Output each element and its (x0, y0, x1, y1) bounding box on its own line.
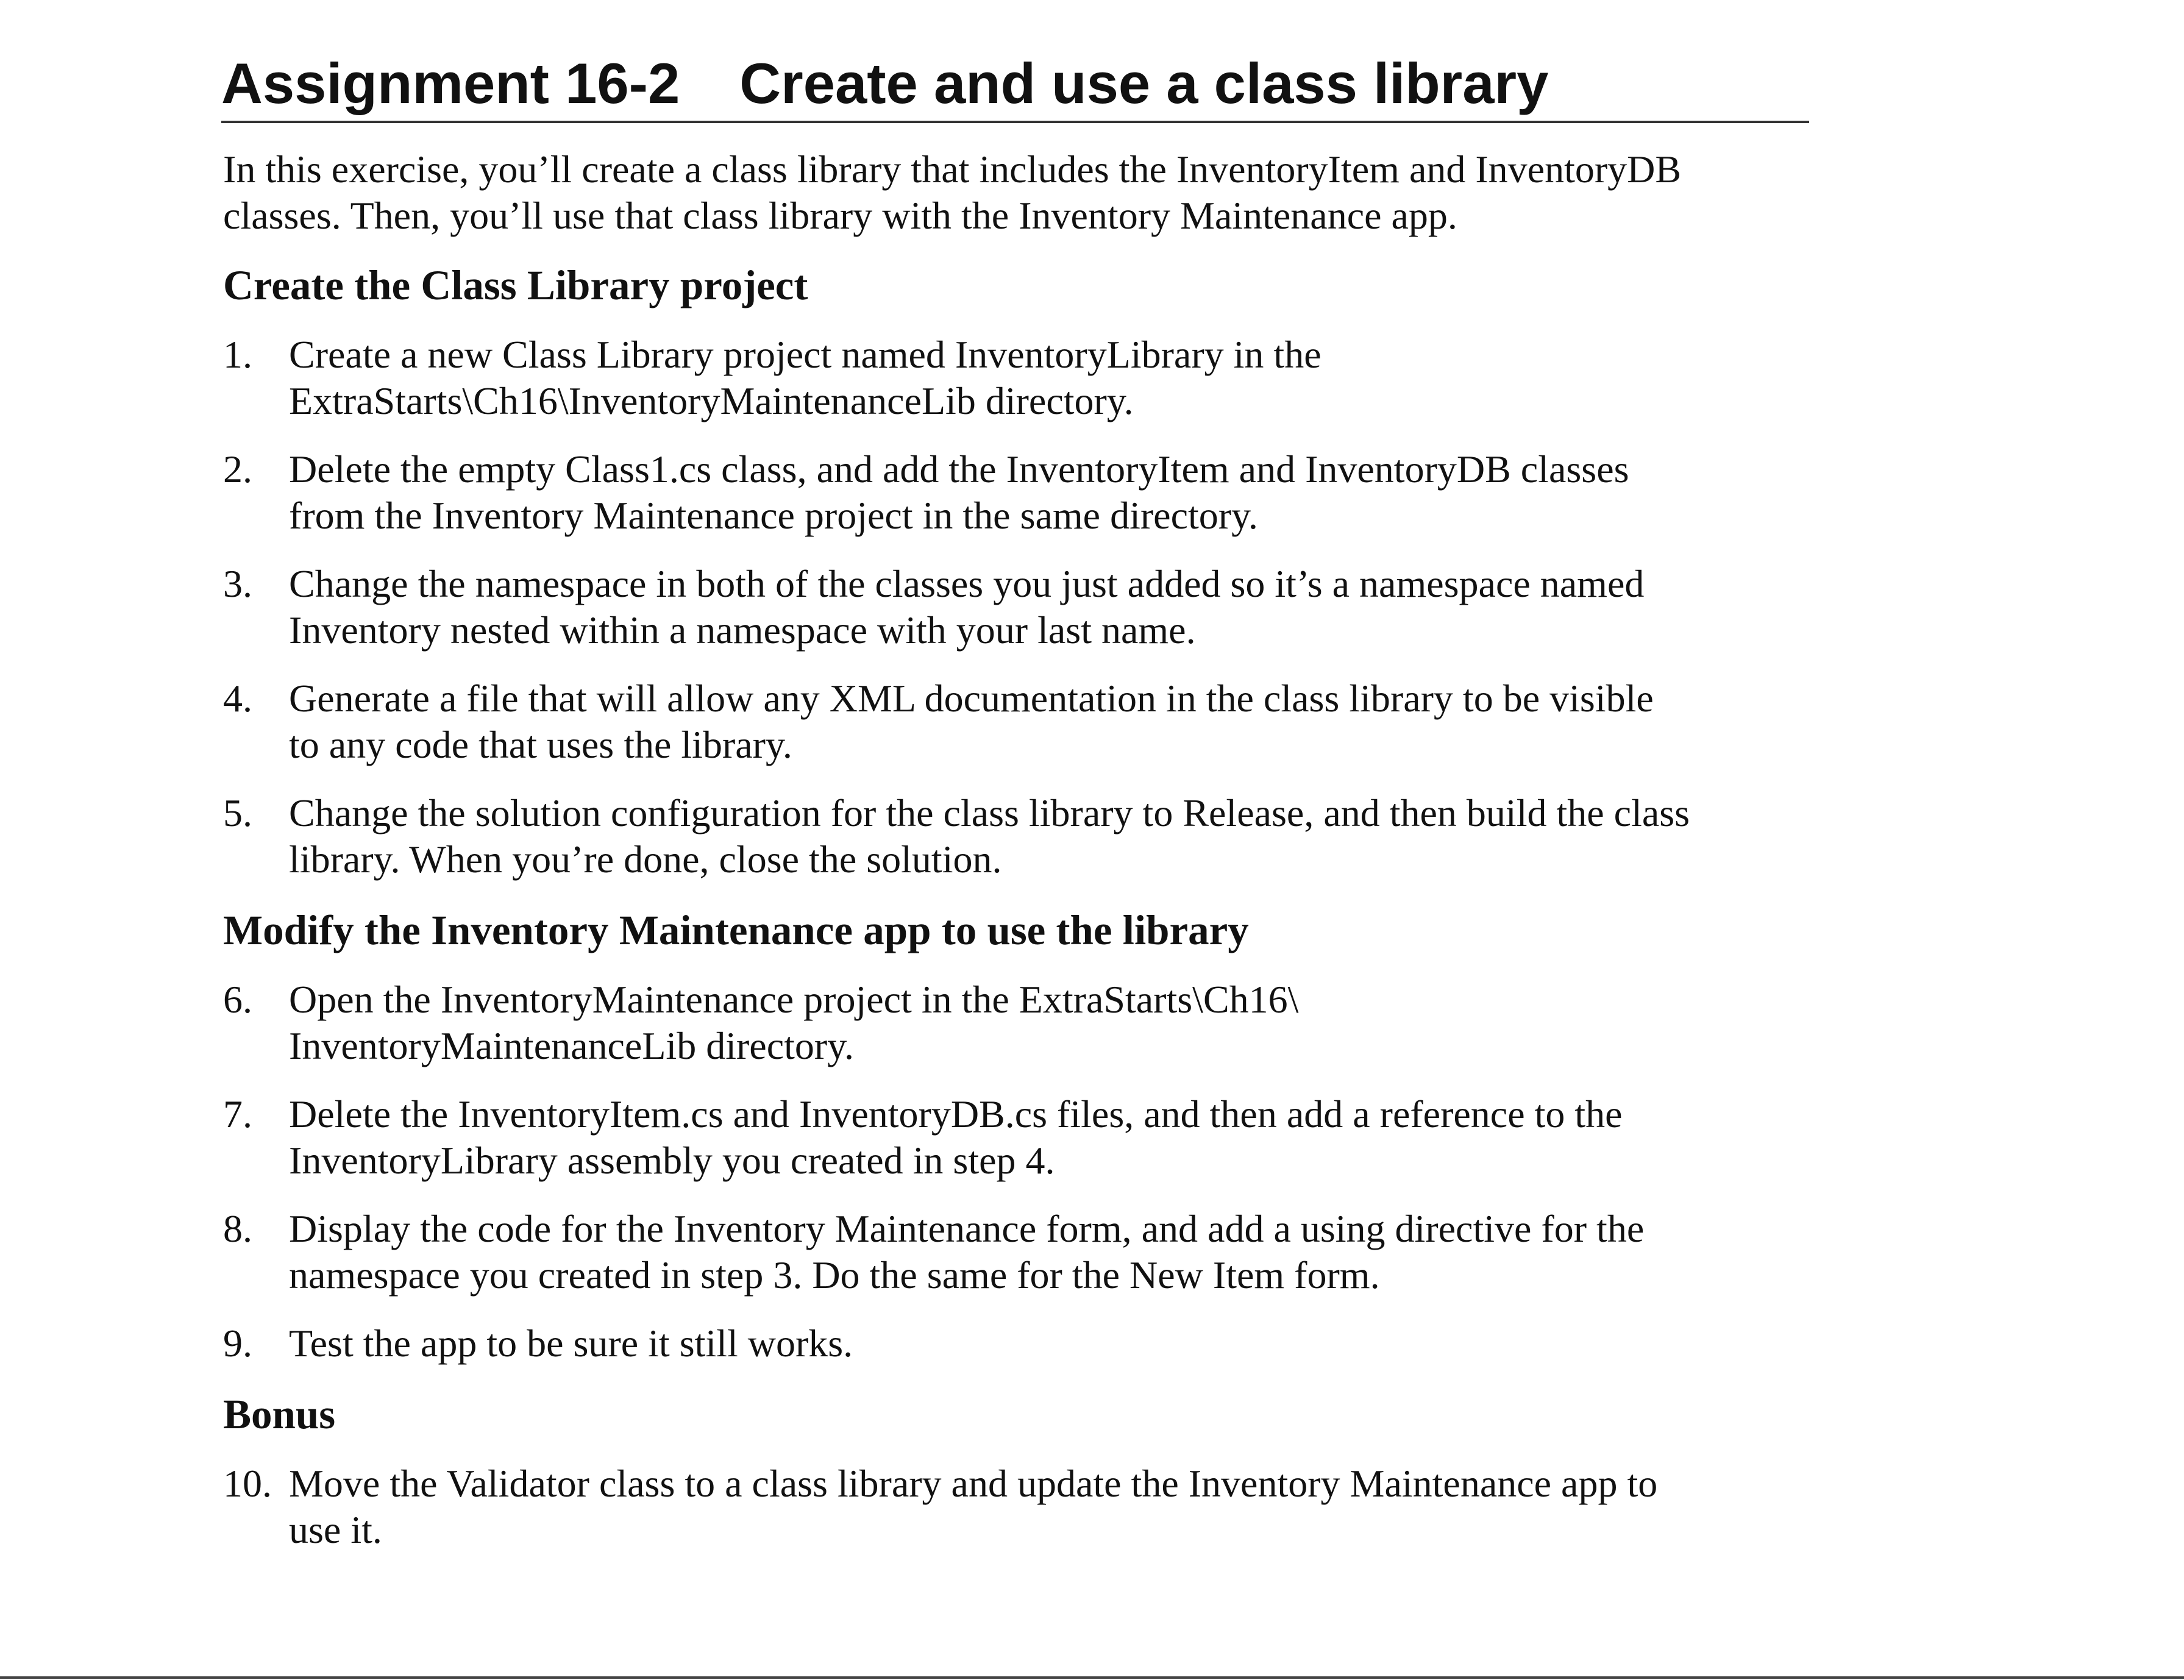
step-line: Change the solution configuration for the class library to Release, and then build the class (289, 791, 1690, 835)
step-line: InventoryLibrary assembly you created in step 4. (289, 1139, 1055, 1182)
step-number: 10. (223, 1462, 272, 1505)
step-text (289, 1091, 1623, 1184)
step-text (289, 977, 1298, 1069)
step-line: Test the app to be sure it still works. (289, 1322, 853, 1365)
step-line: Generate a file that will allow any XML documentation in the class library to be visible (289, 677, 1654, 720)
step-line: to any code that uses the library. (289, 723, 792, 766)
step-line: ExtraStarts\Ch16\InventoryMaintenanceLib directory. (289, 379, 1134, 422)
intro-line: In this exercise, you’ll create a class library that includes the InventoryItem and InventoryDB (223, 148, 1682, 191)
intro-line: classes. Then, you’ll use that class library with the Inventory Maintenance app. (223, 194, 1457, 237)
step-line: Create a new Class Library project named InventoryLibrary in the (289, 333, 1321, 376)
step-text (289, 1320, 853, 1367)
step-text (289, 332, 1321, 424)
step-number: 8. (223, 1207, 252, 1250)
step-line: Inventory nested within a namespace with your last name. (289, 608, 1196, 652)
step-line: Change the namespace in both of the classes you just added so it’s a namespace named (289, 562, 1645, 605)
step-number: 6. (223, 978, 252, 1021)
step-line: Delete the InventoryItem.cs and InventoryDB.cs files, and then add a reference to the (289, 1092, 1623, 1136)
step-text (289, 675, 1654, 768)
section-heading-bonus: Bonus (223, 1391, 336, 1437)
assignment-title-text: Create and use a class library (739, 51, 1549, 115)
section-heading-modify-app: Modify the Inventory Maintenance app to use the library (223, 907, 1249, 953)
step-text (289, 1461, 1657, 1553)
step-line: Open the InventoryMaintenance project in the ExtraStarts\Ch16\ (289, 978, 1299, 1021)
step-number: 3. (223, 562, 252, 605)
step-text (289, 790, 1690, 883)
step-text (289, 1206, 1644, 1298)
intro-paragraph (223, 146, 1808, 239)
section-heading-create-class-library: Create the Class Library project (223, 262, 808, 308)
step-number: 9. (223, 1322, 252, 1365)
step-line: use it. (289, 1508, 382, 1551)
assignment-title (221, 48, 1809, 123)
step-number: 1. (223, 333, 252, 376)
step-text (289, 446, 1629, 539)
step-line: InventoryMaintenanceLib directory. (289, 1024, 855, 1067)
assignment-number: Assignment 16-2 (221, 51, 680, 115)
step-line: from the Inventory Maintenance project in the same directory. (289, 494, 1258, 537)
step-number: 7. (223, 1092, 252, 1136)
page-bottom-rule (0, 1676, 2184, 1679)
step-number: 4. (223, 677, 252, 720)
step-number: 5. (223, 791, 252, 835)
step-number: 2. (223, 447, 252, 491)
step-text (289, 561, 1644, 653)
step-line: Delete the empty Class1.cs class, and add the InventoryItem and InventoryDB classes (289, 447, 1629, 491)
step-line: Move the Validator class to a class library and update the Inventory Maintenance app to (289, 1462, 1658, 1505)
step-line: Display the code for the Inventory Maintenance form, and add a using directive for the (289, 1207, 1645, 1250)
step-line: library. When you’re done, close the solution. (289, 838, 1002, 881)
step-line: namespace you created in step 3. Do the same for the New Item form. (289, 1253, 1380, 1297)
